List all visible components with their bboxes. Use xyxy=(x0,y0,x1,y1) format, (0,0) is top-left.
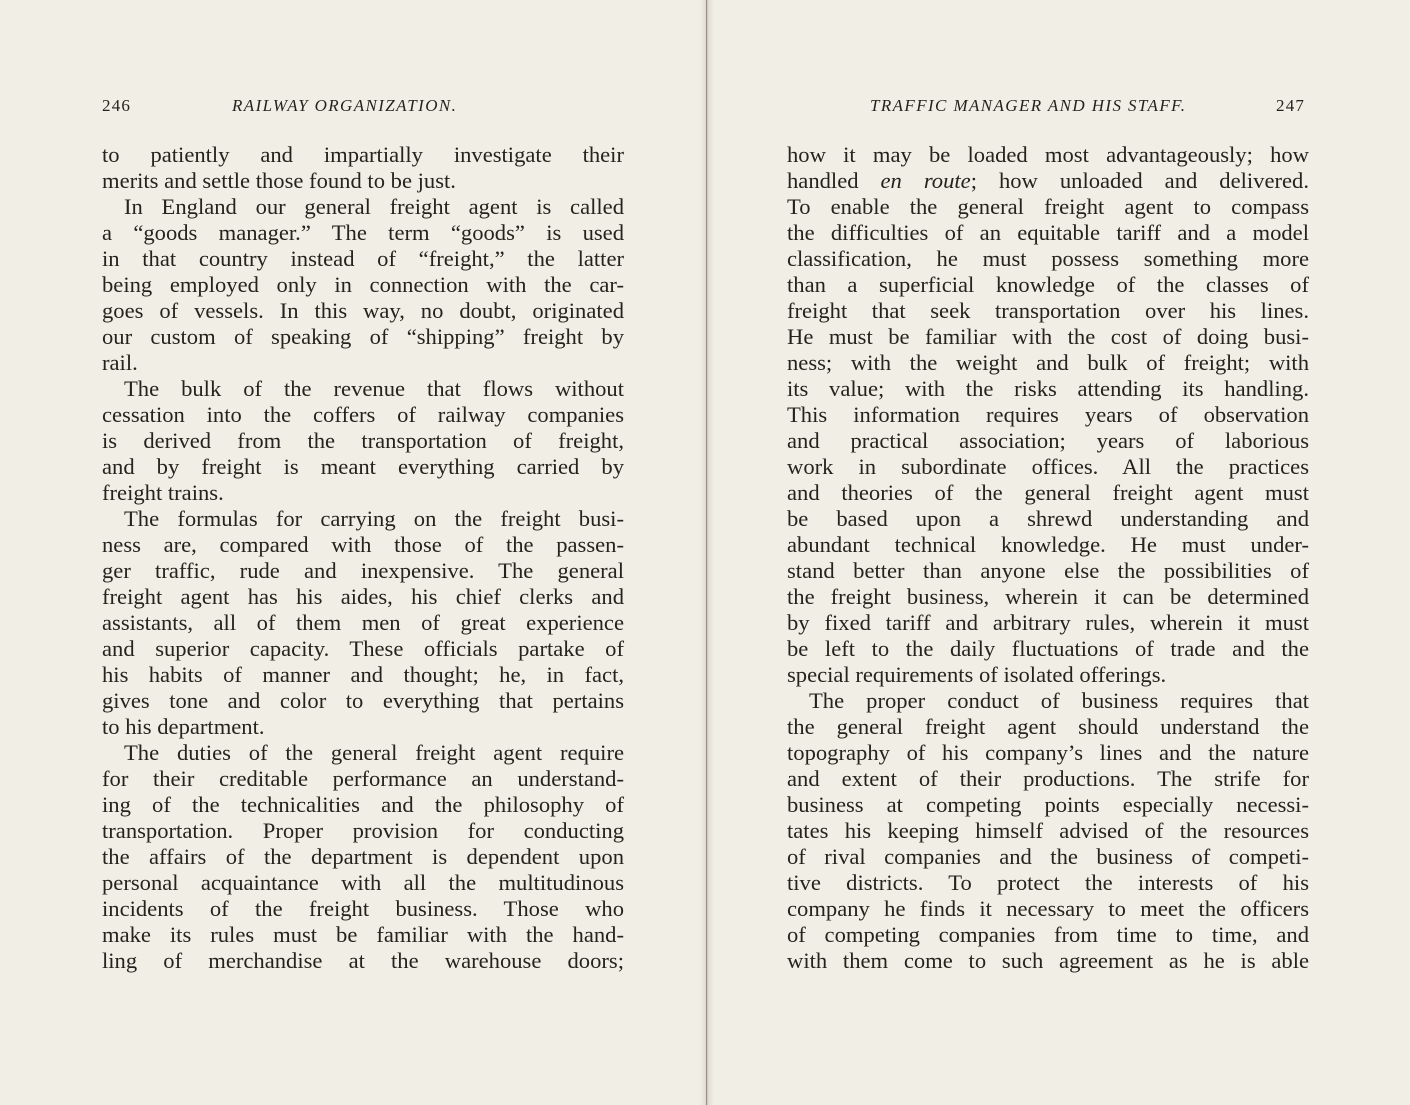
text-line: with them come to such agreement as he is able xyxy=(787,948,1309,973)
right-page-header xyxy=(866,96,1306,120)
right-body-text xyxy=(787,142,1309,974)
right-page xyxy=(706,0,1410,1105)
text-line: to his department. xyxy=(102,714,265,739)
left-body-text xyxy=(102,142,624,974)
text-line: and by freight is meant everything carried by xyxy=(102,454,624,479)
text-line: abundant technical knowledge. He must under- xyxy=(787,532,1309,557)
text-line: goes of vessels. In this way, no doubt, originated xyxy=(102,298,624,323)
text-line: personal acquaintance with all the multitudinous xyxy=(102,870,624,895)
text-line: ness; with the weight and bulk of freight; with xyxy=(787,350,1309,375)
text-line: In England our general freight agent is called xyxy=(124,194,624,219)
text-line: assistants, all of them men of great experience xyxy=(102,610,624,635)
text-line: This information requires years of observation xyxy=(787,402,1309,427)
text-line: freight that seek transportation over his lines. xyxy=(787,298,1309,323)
left-page-header xyxy=(102,96,602,120)
text-line: transportation. Proper provision for conducting xyxy=(102,818,624,843)
text-line: a “goods manager.” The term “goods” is used xyxy=(102,220,624,245)
text-line: merits and settle those found to be just. xyxy=(102,168,456,193)
text-line: ing of the technicalities and the philosophy of xyxy=(102,792,624,817)
text-line: of competing companies from time to time, and xyxy=(787,922,1309,947)
text-line: the general freight agent should understand the xyxy=(787,714,1309,739)
text-line: to patiently and impartially investigate their xyxy=(102,142,624,167)
text-line: its value; with the risks attending its handling. xyxy=(787,376,1309,401)
text-line: tates his keeping himself advised of the resources xyxy=(787,818,1309,843)
text-line: The proper conduct of business requires that xyxy=(809,688,1309,713)
text-line: To enable the general freight agent to compass xyxy=(787,194,1309,219)
text-line: He must be familiar with the cost of doing busi- xyxy=(787,324,1309,349)
text-line: being employed only in connection with the car- xyxy=(102,272,624,297)
text-line: business at competing points especially necessi- xyxy=(787,792,1309,817)
text-line: and superior capacity. These officials partake of xyxy=(102,636,624,661)
text-line: his habits of manner and thought; he, in fact, xyxy=(102,662,624,687)
text-line: stand better than anyone else the possibilities of xyxy=(787,558,1309,583)
text-line: freight agent has his aides, his chief clerks and xyxy=(102,584,624,609)
text-line: of rival companies and the business of competi- xyxy=(787,844,1309,869)
gutter-fold-line xyxy=(706,0,707,1105)
text-line: be left to the daily fluctuations of trade and the xyxy=(787,636,1309,661)
text-line: by fixed tariff and arbitrary rules, wherein it must xyxy=(787,610,1309,635)
text-line: how it may be loaded most advantageously; how xyxy=(787,142,1309,167)
right-running-head: TRAFFIC MANAGER AND HIS STAFF. xyxy=(870,96,1187,115)
text-line: cessation into the coffers of railway companies xyxy=(102,402,624,427)
text-line: The duties of the general freight agent require xyxy=(124,740,624,765)
text-line: The bulk of the revenue that flows without xyxy=(124,376,624,401)
text-line: rail. xyxy=(102,350,138,375)
text-line: tive districts. To protect the interests of his xyxy=(787,870,1309,895)
right-page-number: 247 xyxy=(1276,96,1306,115)
left-running-head: RAILWAY ORGANIZATION. xyxy=(232,96,458,115)
text-line: topography of his company’s lines and the nature xyxy=(787,740,1309,765)
text-line: and theories of the general freight agent must xyxy=(787,480,1309,505)
book-gutter xyxy=(700,0,714,1105)
text-line: be based upon a shrewd understanding and xyxy=(787,506,1309,531)
text-line: company he finds it necessary to meet the officers xyxy=(787,896,1309,921)
text-line: gives tone and color to everything that pertains xyxy=(102,688,624,713)
left-page-number: 246 xyxy=(102,96,132,115)
text-line: and extent of their productions. The strife for xyxy=(787,766,1309,791)
text-line: special requirements of isolated offerings. xyxy=(787,662,1167,687)
text-line: handled en route; how unloaded and delivered. xyxy=(787,168,1309,193)
text-line: freight trains. xyxy=(102,480,224,505)
text-line: ness are, compared with those of the passen- xyxy=(102,532,624,557)
text-line: work in subordinate offices. All the practices xyxy=(787,454,1309,479)
text-line: ling of merchandise at the warehouse doors; xyxy=(102,948,624,973)
text-line: for their creditable performance an understand- xyxy=(102,766,624,791)
text-line: ger traffic, rude and inexpensive. The general xyxy=(102,558,624,583)
text-line: The formulas for carrying on the freight busi- xyxy=(124,506,624,531)
text-line: incidents of the freight business. Those who xyxy=(102,896,624,921)
text-line: than a superficial knowledge of the classes of xyxy=(787,272,1309,297)
text-line: the freight business, wherein it can be determined xyxy=(787,584,1309,609)
text-line: make its rules must be familiar with the hand- xyxy=(102,922,624,947)
text-line: and practical association; years of laborious xyxy=(787,428,1309,453)
text-line: in that country instead of “freight,” the latter xyxy=(102,246,624,271)
text-line: classification, he must possess something more xyxy=(787,246,1309,271)
text-line: the affairs of the department is dependent upon xyxy=(102,844,624,869)
text-line: is derived from the transportation of freight, xyxy=(102,428,624,453)
text-line: the difficulties of an equitable tariff and a model xyxy=(787,220,1309,245)
text-line: our custom of speaking of “shipping” freight by xyxy=(102,324,624,349)
